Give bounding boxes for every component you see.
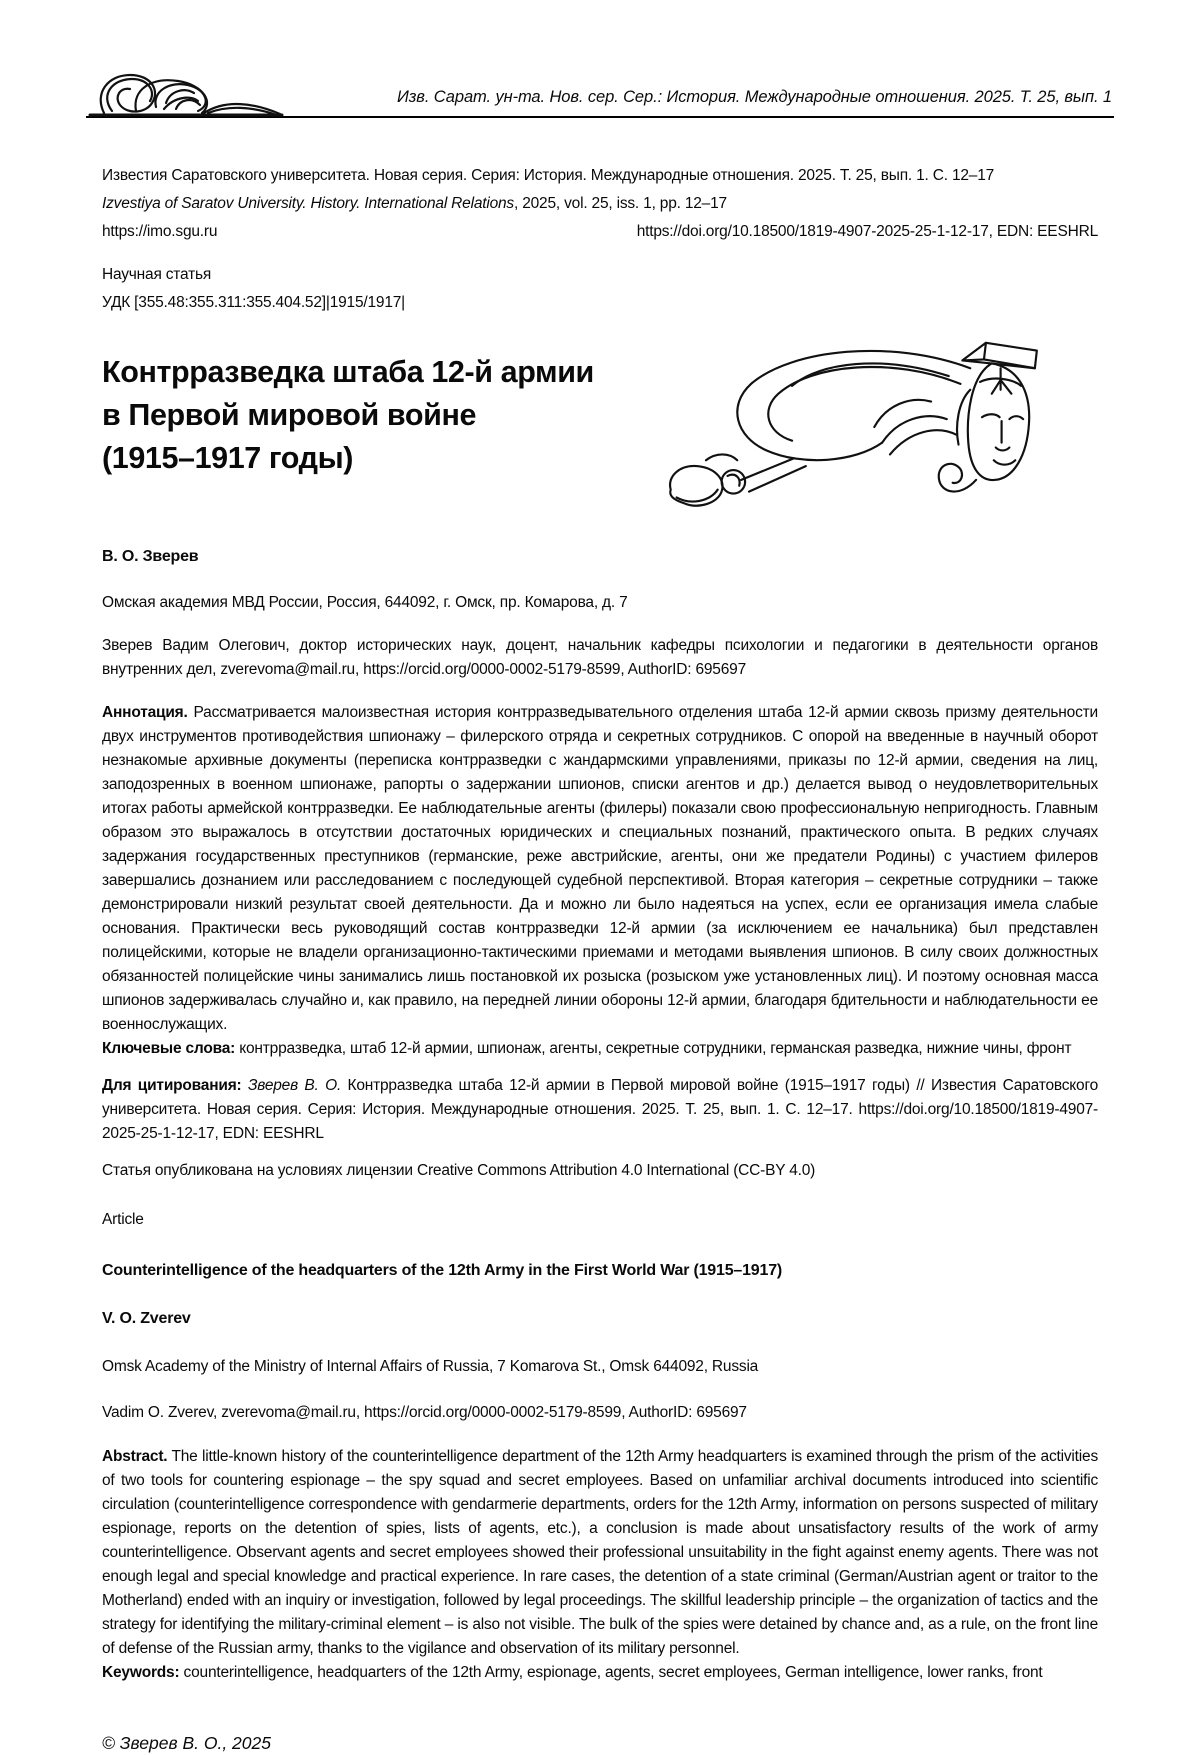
copyright-line: © Зверев В. О., 2025 [102,1733,271,1753]
author-bio-ru: Зверев Вадим Олегович, доктор исторических наук, доцент, начальник кафедры психологии и педагогики в деятельности органов внутренних дел, zverevoma@mail.ru, https://orcid.org/0000-0002-5179-8599, AuthorID: 695697 [102,637,1098,678]
masthead [86,0,1114,118]
citation-ru-line: Известия Саратовского университета. Новая серия. Серия: История. Международные отношения. 2025. Т. 25, вып. 1. С. 12–17 [102,167,995,184]
abstract-en-label: Abstract. [102,1448,168,1465]
udk-code: УДК [355.48:355.311:355.404.52]|1915/1917| [102,294,405,311]
abstract-ru-text: Рассматривается малоизвестная история контрразведывательного отделения штаба 12-й армии сквозь призму деятельности двух инструментов противодействия шпионажу – филерского отряда и секретных сотрудников. С опорой на введенные в научный оборот незнакомые архивные документы (переписка контрразведки с жандармскими управлениями, приказы по 12-й армии, сведения на лиц, заподозренных в военном шпионаже, рапорты о задержании шпионов, списки агентов и др.) делается вывод о неудовлетворительных итогах работы армейской контрразведки. Ее наблюдательные агенты (филеры) показали свою профессиональную непригодность. Главным образом это выражалось в отсутствии достаточных юридических и специальных познаний, практического опыта. В редких случаях задержания государственных преступников (германские, реже австрийские, агенты, они же предатели Родины) с участием филеров завершались дознанием или расследованием с последующей судебной перспективой. Вторая категория – секретные сотрудники – также демонстрировали низкий результат своей деятельности. Да и можно ли было надеяться на успех, если ее организация имела слабые основания. Практически весь руководящий состав контрразведки 12-й армии (за исключением ее начальника) был представлен полицейскими, которые не владели организационно-тактическими приемами и методами выявления шпионов. В силу своих должностных обязанностей полицейские чины занимались лишь постановкой их розыска (розыском уже установленных лиц). И поэтому основная масса шпионов задерживалась случайно и, как правило, на передней линии обороны 12-й армии, благодаря бдительности и наблюдательности ее военнослужащих. [102,704,1098,1033]
citation-en-rest: , 2025, vol. 25, iss. 1, pp. 12–17 [514,195,727,212]
keywords-en-label: Keywords: [102,1664,180,1681]
links-row [102,218,1098,246]
abstract-ru-label: Аннотация. [102,704,188,721]
citation-en-line [102,190,1098,218]
affiliation-ru: Омская академия МВД России, Россия, 644092, г. Омск, пр. Комарова, д. 7 [102,594,628,611]
for-citation [102,1074,1098,1146]
keywords-ru-text: контрразведка, штаб 12-й армии, шпионаж, агенты, секретные сотрудники, германская разведка, нижние чины, фронт [235,1040,1072,1057]
license-note: Статья опубликована на условиях лицензии Creative Commons Attribution 4.0 International (CC-BY 4.0) [102,1162,816,1179]
title-ru-line2: в Первой мировой войне [102,398,477,432]
journal-site-url: https://imo.sgu.ru [102,223,218,240]
abstract-ru [102,701,1098,1037]
keywords-en-text: counterintelligence, headquarters of the 12th Army, espionage, agents, secret employees, German intelligence, lower ranks, front [179,1664,1043,1681]
journal-logo-ornament-icon [86,65,286,119]
article-type-ru: Научная статья [102,266,212,283]
article-ornament-icon [644,333,1042,519]
keywords-ru [102,1037,1098,1061]
author-name-en: V. O. Zverev [102,1310,191,1327]
doi-edn: https://doi.org/10.18500/1819-4907-2025-25-1-12-17, EDN: EESHRL [636,223,1098,240]
title-ru-line3: (1915–1917 годы) [102,441,353,475]
title-row [102,337,1098,519]
affiliation-en: Omsk Academy of the Ministry of Internal Affairs of Russia, 7 Komarova St., Omsk 644092, Russia [102,1358,759,1375]
running-head: Изв. Сарат. ун-та. Нов. сер. Сер.: История. Международные отношения. 2025. Т. 25, вып. 1 [397,88,1112,106]
abstract-en [102,1445,1098,1661]
article-meta [102,261,1098,317]
abstract-en-text: The little-known history of the counterintelligence department of the 12th Army headquarters is examined through the prism of the activities of two tools for countering espionage – the spy squad and secret employees. Based on unfamiliar archival documents introduced into scientific circulation (counterintelligence correspondence with gendarmerie departments, orders for the 12th Army, information on persons suspected of military espionage, reports on the detention of spies, lists of agents, etc.), a conclusion is made about unsatisfactory results of the work of army counterintelligence. Observant agents and secret employees showed their professional unsuitability in the fight against enemy agents. There was not enough legal and special knowledge and practical experience. In rare cases, the detention of a state criminal (German/Austrian agent or traitor to the Motherland) ended with an inquiry or investigation, followed by legal proceedings. The skillful leadership principle – the organization of tactics and the strategy for identifying the military-criminal element – is also not visible. The bulk of the spies were detained by chance and, as a rule, on the front line of defense of the Russian army, thanks to the vigilance and observation of its military personnel. [102,1448,1098,1657]
keywords-en [102,1661,1098,1685]
article-title-ru [102,351,594,480]
bibliographic-block [102,162,1098,246]
author-name-ru: В. О. Зверев [102,548,199,565]
title-ru-line1: Контрразведка штаба 12-й армии [102,355,594,389]
keywords-ru-label: Ключевые слова: [102,1040,236,1057]
for-citation-label: Для цитирования: [102,1077,242,1094]
journal-name-en: Izvestiya of Saratov University. History. International Relations [102,195,514,212]
article-type-en: Article [102,1211,144,1228]
author-bio-en: Vadim O. Zverev, zverevoma@mail.ru, https://orcid.org/0000-0002-5179-8599, AuthorID: 695697 [102,1404,747,1421]
article-title-en: Counterintelligence of the headquarters of the 12th Army in the First World War (1915–1917) [102,1262,783,1279]
for-citation-text: Контрразведка штаба 12-й армии в Первой мировой войне (1915–1917 годы) // Известия Саратовского университета. Новая серия. Серия: История. Международные отношения. 2025. Т. 25, вып. 1. С. 12–17. https://doi.org/10.18500/1819-4907-2025-25-1-12-17, EDN: EESHRL [102,1077,1098,1142]
for-citation-author: Зверев В. О. [241,1077,342,1094]
